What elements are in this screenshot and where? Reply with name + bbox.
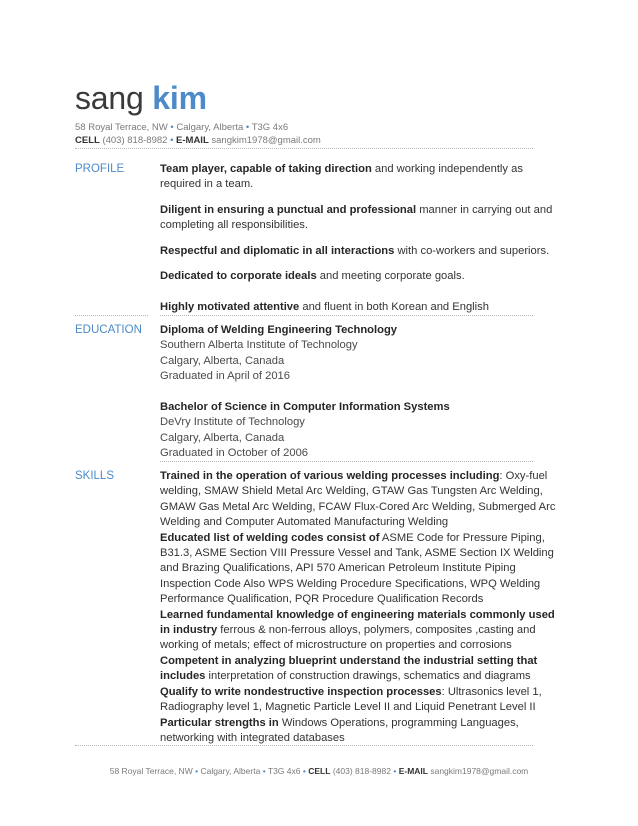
school-name: DeVry Institute of Technology — [160, 416, 305, 429]
separator-dot: • — [262, 766, 266, 776]
address-postal: T3G 4x6 — [251, 122, 289, 133]
profile-item: Team player, capable of taking direction and working independently as required in a team. — [160, 163, 523, 191]
header-divider — [75, 148, 533, 149]
school-name: Southern Alberta Institute of Technology — [160, 339, 358, 352]
phone-email-line — [75, 135, 321, 147]
address-city: Calgary, Alberta — [176, 122, 244, 133]
school-location: Calgary, Alberta, Canada — [160, 354, 285, 367]
first-name: sang — [75, 80, 144, 116]
skill-item: Educated list of welding codes consist of ASME Code for Pressure Piping, B31.3, ASME Section VIII Pressure Vessel and Tank, ASME Section IX Welding and Brazing Qualifications, API 570 American Petroleum Institute Piping Inspection Code Also WPS Welding Procedure Specifications, WPQ Welding Performance Qualification, PQR Procedure Qualification Records — [160, 531, 554, 606]
separator-dot: • — [245, 122, 250, 133]
email-label: E-MAIL — [398, 766, 428, 776]
section-divider-right — [160, 461, 533, 462]
candidate-name — [75, 78, 207, 118]
skill-item: Learned fundamental knowledge of engineering materials commonly used in industry ferrous & non-ferrous alloys, polymers, composites ,casting and working of metals; effect of microstructure on properties and corrosions — [160, 608, 555, 652]
degree-title: Diploma of Welding Engineering Technology — [160, 324, 398, 336]
email-label: E-MAIL — [176, 135, 209, 146]
profile-item: Dedicated to corporate ideals and meeting corporate goals. — [160, 270, 465, 282]
education-label: EDUCATION — [75, 324, 142, 336]
school-location: Calgary, Alberta, Canada — [160, 431, 285, 444]
cell-label: CELL — [308, 766, 331, 776]
separator-dot: • — [170, 122, 174, 133]
education-entry — [160, 323, 560, 385]
last-name: kim — [152, 80, 207, 116]
profile-label: PROFILE — [75, 163, 125, 175]
address-city: Calgary, Alberta — [200, 766, 261, 776]
degree-title: Bachelor of Science in Computer Information Systems — [160, 401, 450, 413]
bottom-divider — [75, 745, 533, 746]
skill-item: Qualify to write nondestructive inspection processes: Ultrasonics level 1, Radiography level 1, Magnetic Particle Level II and Liquid Penetrant Level II — [160, 685, 542, 714]
cell-number: (403) 818-8982 — [332, 766, 391, 776]
separator-dot: • — [170, 135, 174, 146]
graduation-date: Graduated in October of 2006 — [160, 447, 309, 460]
address-street: 58 Royal Terrace, NW — [109, 766, 193, 776]
address-line — [75, 122, 288, 134]
graduation-date: Graduated in April of 2016 — [160, 370, 290, 383]
skill-item: Competent in analyzing blueprint understand the industrial setting that includes interpretation of construction drawings, schematics and diagrams — [160, 654, 538, 683]
section-divider-left — [75, 315, 148, 316]
education-entry — [160, 400, 560, 462]
email-address: sangkim1978@gmail.com — [211, 135, 321, 146]
profile-item: Highly motivated attentive and fluent in both Korean and English — [160, 301, 489, 313]
cell-label: CELL — [75, 135, 100, 146]
separator-dot: • — [393, 766, 397, 776]
separator-dot: • — [195, 766, 199, 776]
skill-item: Particular strengths in Windows Operations, programming Languages, networking with integrated databases — [160, 716, 519, 744]
address-street: 58 Royal Terrace, NW — [75, 122, 168, 133]
cell-number: (403) 818-8982 — [102, 135, 168, 146]
skills-label: SKILLS — [75, 470, 114, 482]
footer-contact — [0, 766, 638, 776]
section-divider-right — [160, 315, 533, 316]
profile-item: Respectful and diplomatic in all interactions with co-workers and superiors. — [160, 245, 550, 257]
profile-item: Diligent in ensuring a punctual and professional manner in carrying out and completing all responsibilities. — [160, 204, 553, 232]
email-address: sangkim1978@gmail.com — [430, 766, 529, 776]
separator-dot: • — [302, 766, 306, 776]
address-postal: T3G 4x6 — [267, 766, 301, 776]
skill-item: Trained in the operation of various welding processes including: Oxy-fuel welding, SMAW Shield Metal Arc Welding, GTAW Gas Tungsten Arc Welding, GMAW Gas Metal Arc Welding, FCAW Flux-Cored Arc Welding, Submerged Arc Welding and Computer Automated Manufacturing Welding — [160, 470, 556, 529]
skills-list — [160, 469, 564, 746]
